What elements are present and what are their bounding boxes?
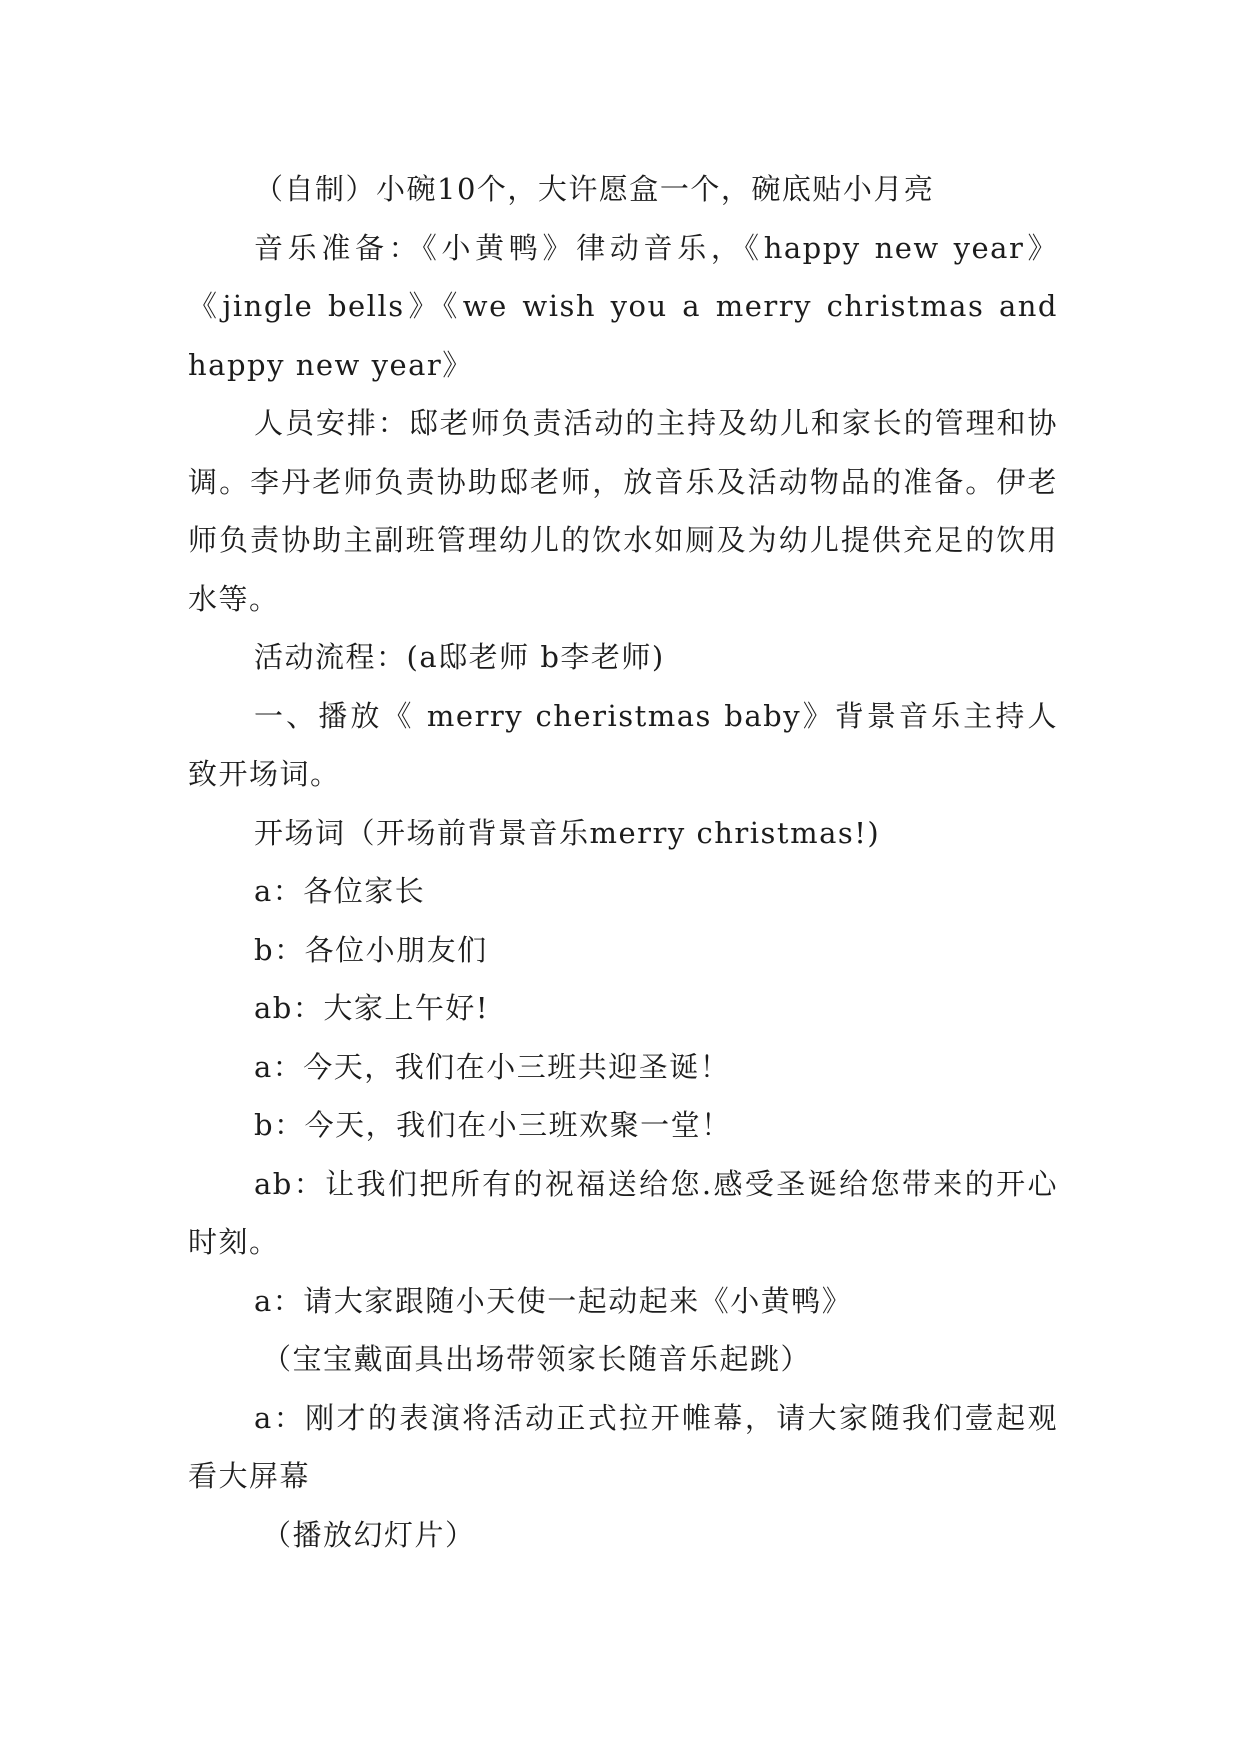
dialogue-line: a：请大家跟随小天使一起动起来《小黄鸭》: [254, 1283, 853, 1318]
dialogue-line: a：今天，我们在小三班共迎圣诞！: [254, 1049, 731, 1084]
paragraph-opening-remarks: 开场词（开场前背景音乐merry christmas!): [254, 815, 881, 850]
paragraph-step-one: 一、播放《 merry cheristmas baby》背景音乐主持人致开场词。: [188, 698, 1058, 791]
stage-direction: （播放幻灯片）: [262, 1517, 476, 1552]
dialogue-line: ab：让我们把所有的祝福送给您.感受圣诞给您带来的开心时刻。: [188, 1166, 1058, 1259]
dialogue-line: ab：大家上午好!: [254, 991, 490, 1025]
dialogue-line: a：各位家长: [254, 874, 426, 908]
paragraph-activity-flow: 活动流程：(a邸老师 b李老师): [254, 640, 665, 674]
dialogue-line: b：各位小朋友们: [254, 932, 488, 967]
document-body: [188, 160, 1058, 1564]
paragraph-materials: （自制）小碗10个，大许愿盒一个，碗底贴小月亮: [254, 172, 935, 206]
paragraph-staff-arrangement: 人员安排：邸老师负责活动的主持及幼儿和家长的管理和协调。李丹老师负责协助邸老师，放音乐及活动物品的准备。伊老师负责协助主副班管理幼儿的饮水如厕及为幼儿提供充足的饮用水等。: [188, 406, 1058, 616]
stage-direction: （宝宝戴面具出场带领家长随音乐起跳）: [262, 1342, 812, 1376]
dialogue-line: b：今天，我们在小三班欢聚一堂！: [254, 1108, 732, 1142]
paragraph-music-prep: 音乐准备：《小黄鸭》律动音乐，《happy new year》《jingle bells》《we wish you a merry christmas and happy new year》: [188, 230, 1058, 382]
dialogue-line: a：刚才的表演将活动正式拉开帷幕，请大家随我们壹起观看大屏幕: [188, 1400, 1058, 1493]
